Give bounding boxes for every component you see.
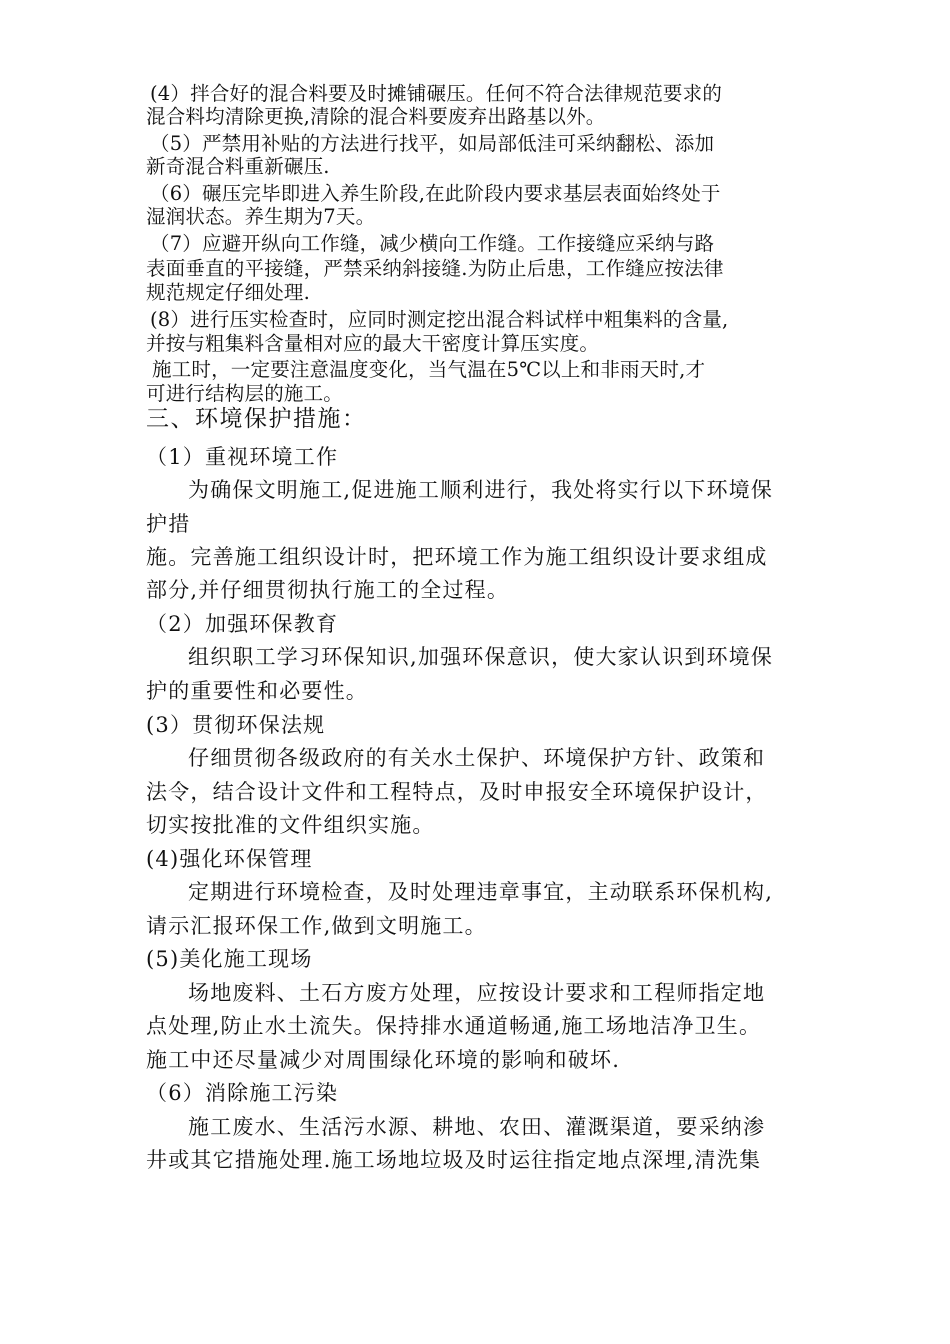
subheading: (4)强化环保管理 (146, 847, 313, 871)
paragraph-line: 施工中还尽量减少对周围绿化环境的影响和破坏. (146, 1048, 621, 1072)
paragraph-line: 施。完善施工组织设计时，把环境工作为施工组织设计要求组成 (146, 545, 768, 569)
paragraph-line: 新奇混合料重新碾压. (146, 155, 330, 178)
paragraph-line: 井或其它措施处理.施工场地垃圾及时运往指定地点深埋,清洗集 (146, 1148, 762, 1172)
paragraph-line: 表面垂直的平接缝，严禁采纳斜接缝.为防止后患，工作缝应按法律 (146, 257, 724, 280)
paragraph-line: 可进行结构层的施工。 (146, 382, 344, 405)
paragraph-line: (8）进行压实检查时，应同时测定挖出混合料试样中粗集料的含量, (150, 308, 729, 331)
paragraph-line: 组织职工学习环保知识,加强环保意识，使大家认识到环境保 (188, 645, 774, 669)
paragraph-line: 护的重要性和必要性。 (146, 679, 368, 703)
paragraph-line: 并按与粗集料含量相对应的最大干密度计算压实度。 (146, 332, 600, 355)
paragraph-line: 混合料均清除更换,清除的混合料要废弃出路基以外。 (146, 105, 606, 128)
paragraph-line: 规范规定仔细处理. (146, 281, 310, 304)
subheading: （6）消除施工污染 (146, 1081, 339, 1105)
paragraph-line: 场地废料、土石方废方处理，应按设计要求和工程师指定地 (188, 981, 766, 1005)
paragraph-line: 点处理,防止水土流失。保持排水通道畅通,施工场地洁净卫生。 (146, 1014, 762, 1038)
paragraph-line: 施工废水、生活污水源、耕地、农田、灌溉渠道，要采纳渗 (188, 1115, 766, 1139)
paragraph-line: （5）严禁用补贴的方法进行找平，如局部低洼可采纳翻松、添加 (150, 132, 715, 155)
paragraph-line: （6）碾压完毕即进入养生阶段,在此阶段内要求基层表面始终处于 (150, 182, 721, 205)
paragraph-line: 护措 (146, 512, 191, 536)
paragraph-line: (4）拌合好的混合料要及时摊铺碾压。任何不符合法律规范要求的 (150, 82, 723, 105)
paragraph-line: 定期进行环境检查，及时处理违章事宜，主动联系环保机构, (188, 880, 774, 904)
subheading: (5)美化施工现场 (146, 947, 313, 971)
paragraph-line: 部分,并仔细贯彻执行施工的全过程。 (146, 578, 510, 602)
paragraph-line: 仔细贯彻各级政府的有关水土保护、环境保护方针、政策和 (188, 746, 766, 770)
subheading: (3）贯彻环保法规 (146, 713, 326, 737)
paragraph-line: 为确保文明施工,促进施工顺利进行，我处将实行以下环境保 (188, 478, 774, 502)
paragraph-line: 法令，结合设计文件和工程特点，及时申报安全环境保护设计， (146, 780, 768, 804)
paragraph-line: 请示汇报环保工作,做到文明施工。 (146, 914, 487, 938)
paragraph-line: 湿润状态。养生期为7天。 (146, 205, 376, 228)
subheading: （2）加强环保教育 (146, 612, 339, 636)
paragraph-line: （7）应避开纵向工作缝，减少横向工作缝。工作接缝应采纳与路 (150, 232, 715, 255)
paragraph-line: 切实按批准的文件组织实施。 (146, 813, 435, 837)
paragraph-line: 施工时，一定要注意温度变化，当气温在5℃以上和非雨天时,才 (152, 358, 706, 381)
section-heading: 三、环境保护措施： (146, 406, 367, 432)
subheading: （1）重视环境工作 (146, 445, 339, 469)
